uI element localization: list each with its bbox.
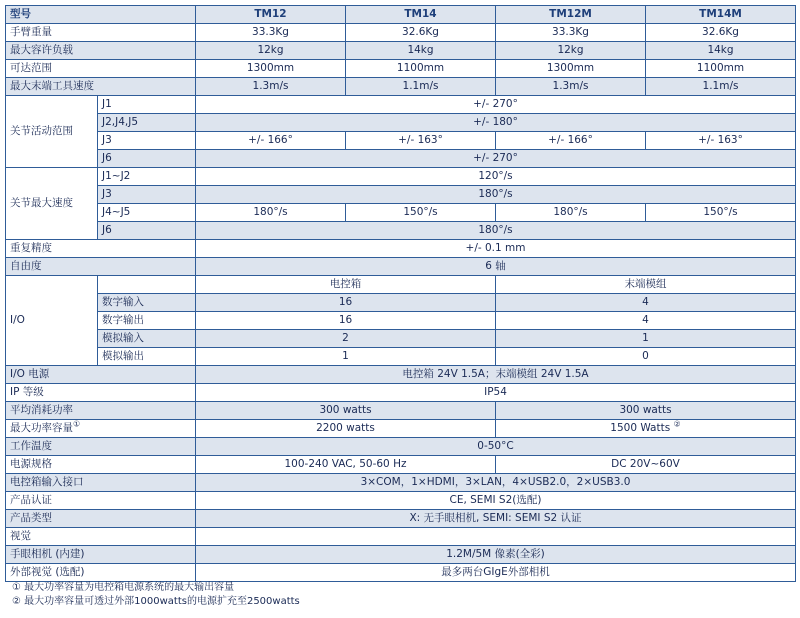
cell — [196, 528, 796, 546]
cell: 300 watts — [496, 402, 796, 420]
cell: 120°/s — [196, 168, 796, 186]
cell: +/- 270° — [196, 96, 796, 114]
cell: +/- 166° — [196, 132, 346, 150]
joint-range-j245-row — [6, 114, 796, 132]
cell: 1 — [496, 330, 796, 348]
cell: 180°/s — [196, 222, 796, 240]
cell: 最多两台GIgE外部相机 — [196, 564, 796, 582]
cell: 3×COM，1×HDMI，3×LAN，4×USB2.0，2×USB3.0 — [196, 474, 796, 492]
max-power-row — [6, 420, 796, 438]
joint-name: J4~J5 — [98, 204, 196, 222]
cell: +/- 163° — [646, 132, 796, 150]
ip-row — [6, 384, 796, 402]
row-label: 外部视觉 (选配) — [6, 564, 196, 582]
cell: 1.1m/s — [346, 78, 496, 96]
cell: 14kg — [646, 42, 796, 60]
model-tm12m: TM12M — [496, 6, 646, 24]
tool-speed-row — [6, 78, 796, 96]
cell: 1300mm — [196, 60, 346, 78]
cell: +/- 0.1 mm — [196, 240, 796, 258]
io-col-left: 电控箱 — [196, 276, 496, 294]
vision-row — [6, 528, 796, 546]
joint-name: J3 — [98, 132, 196, 150]
cell: 150°/s — [346, 204, 496, 222]
io-row — [6, 312, 796, 330]
cell: 12kg — [196, 42, 346, 60]
cell: 0-50°C — [196, 438, 796, 456]
row-label: 工作温度 — [6, 438, 196, 456]
cell: 1.1m/s — [646, 78, 796, 96]
cell: IP54 — [196, 384, 796, 402]
footnote-1: ① 最大功率容量为电控箱电源系统的最大输出容量 — [12, 582, 235, 593]
cell: 6 轴 — [196, 258, 796, 276]
cell: 1.3m/s — [496, 78, 646, 96]
cell: 16 — [196, 294, 496, 312]
cell: 32.6Kg — [646, 24, 796, 42]
io-name: 模拟输入 — [98, 330, 196, 348]
joint-name: J6 — [98, 150, 196, 168]
ports-row — [6, 474, 796, 492]
header-row — [6, 6, 796, 24]
io-power-row — [6, 366, 796, 384]
io-name: 模拟输出 — [98, 348, 196, 366]
cell: 4 — [496, 312, 796, 330]
joint-range-label: 关节活动范围 — [6, 96, 98, 168]
cell: 33.3Kg — [496, 24, 646, 42]
cell: +/- 180° — [196, 114, 796, 132]
joint-speed-j45-row — [6, 204, 796, 222]
cell: +/- 166° — [496, 132, 646, 150]
cell: 180°/s — [496, 204, 646, 222]
cell: DC 20V~60V — [496, 456, 796, 474]
joint-speed-label: 关节最大速度 — [6, 168, 98, 240]
row-label: 手臂重量 — [6, 24, 196, 42]
cell: 12kg — [496, 42, 646, 60]
joint-speed-j6-row — [6, 222, 796, 240]
cell: 1.2M/5M 像素(全彩) — [196, 546, 796, 564]
joint-name: J2,J4,J5 — [98, 114, 196, 132]
row-label: 电控箱输入接口 — [6, 474, 196, 492]
cell: 0 — [496, 348, 796, 366]
model-tm14m: TM14M — [646, 6, 796, 24]
cell: 180°/s — [196, 186, 796, 204]
io-name: 数字输出 — [98, 312, 196, 330]
cell: +/- 270° — [196, 150, 796, 168]
row-label — [6, 420, 196, 438]
cell: 16 — [196, 312, 496, 330]
avg-power-row — [6, 402, 796, 420]
joint-speed-j3-row — [6, 186, 796, 204]
io-label: I/O — [6, 276, 98, 366]
cert-row — [6, 492, 796, 510]
spec-table — [5, 5, 796, 582]
joint-name: J1 — [98, 96, 196, 114]
dof-row — [6, 258, 796, 276]
io-spacer — [98, 276, 196, 294]
note-marker-2: ② — [673, 419, 681, 429]
io-row — [6, 330, 796, 348]
row-label: 视觉 — [6, 528, 196, 546]
joint-name: J3 — [98, 186, 196, 204]
cell: X: 无手眼相机, SEMI: SEMI S2 认证 — [196, 510, 796, 528]
cell: 1100mm — [346, 60, 496, 78]
note-marker-1: ① — [73, 419, 81, 429]
row-label: 平均消耗功率 — [6, 402, 196, 420]
cell: 2200 watts — [196, 420, 496, 438]
io-col-right: 末端模组 — [496, 276, 796, 294]
io-row — [6, 294, 796, 312]
temp-row — [6, 438, 796, 456]
cell: 4 — [496, 294, 796, 312]
cell: 1300mm — [496, 60, 646, 78]
header-label: 型号 — [6, 6, 196, 24]
cell: 1100mm — [646, 60, 796, 78]
max-power-right: 1500 Watts — [610, 422, 671, 434]
cell: 300 watts — [196, 402, 496, 420]
row-label: 最大容许负载 — [6, 42, 196, 60]
row-label: 产品类型 — [6, 510, 196, 528]
row-label: IP 等级 — [6, 384, 196, 402]
repeatability-row — [6, 240, 796, 258]
model-tm14: TM14 — [346, 6, 496, 24]
payload-row — [6, 42, 796, 60]
eye-cam-row — [6, 546, 796, 564]
joint-name: J6 — [98, 222, 196, 240]
power-spec-row — [6, 456, 796, 474]
cell: 32.6Kg — [346, 24, 496, 42]
joint-name: J1~J2 — [98, 168, 196, 186]
model-tm12: TM12 — [196, 6, 346, 24]
io-name: 数字输入 — [98, 294, 196, 312]
row-label: 重复精度 — [6, 240, 196, 258]
row-label: 最大末端工具速度 — [6, 78, 196, 96]
cell — [496, 420, 796, 438]
joint-range-j1-row — [6, 96, 796, 114]
footnote-2: ② 最大功率容量可透过外部1000watts的电源扩充至2500watts — [12, 596, 300, 607]
ptype-row — [6, 510, 796, 528]
cell: 150°/s — [646, 204, 796, 222]
cell: 180°/s — [196, 204, 346, 222]
row-label: 手眼相机 (内建) — [6, 546, 196, 564]
max-power-label: 最大功率容量 — [10, 422, 73, 434]
joint-range-j6-row — [6, 150, 796, 168]
cell: 100-240 VAC, 50-60 Hz — [196, 456, 496, 474]
cell: +/- 163° — [346, 132, 496, 150]
cell: 14kg — [346, 42, 496, 60]
footnotes — [12, 581, 300, 609]
cell: 2 — [196, 330, 496, 348]
row-label: 自由度 — [6, 258, 196, 276]
joint-speed-j12-row — [6, 168, 796, 186]
io-row — [6, 348, 796, 366]
cell: 1 — [196, 348, 496, 366]
row-label: 可达范围 — [6, 60, 196, 78]
io-header-row — [6, 276, 796, 294]
reach-row — [6, 60, 796, 78]
row-label: I/O 电源 — [6, 366, 196, 384]
row-label: 电源规格 — [6, 456, 196, 474]
ext-vision-row — [6, 564, 796, 582]
cell: 电控箱 24V 1.5A；末端模组 24V 1.5A — [196, 366, 796, 384]
joint-range-j3-row — [6, 132, 796, 150]
arm-weight-row — [6, 24, 796, 42]
row-label: 产品认证 — [6, 492, 196, 510]
cell: 1.3m/s — [196, 78, 346, 96]
cell: CE, SEMI S2(选配) — [196, 492, 796, 510]
cell: 33.3Kg — [196, 24, 346, 42]
